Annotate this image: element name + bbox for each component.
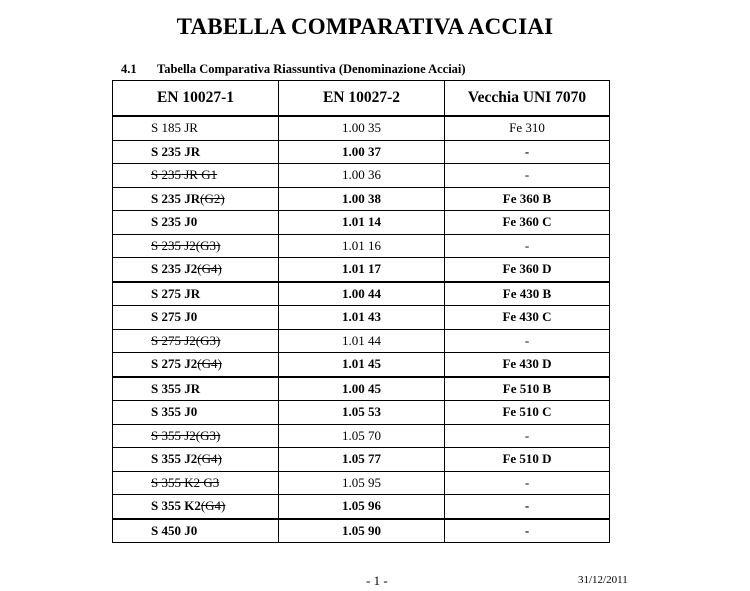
obsolete-suffix: (G4) [200, 498, 226, 514]
section-number: 4.1 [121, 62, 137, 76]
table-row [113, 282, 610, 306]
cell-uni7070: Fe 360 D [445, 258, 610, 282]
footer-date: 31/12/2011 [578, 574, 628, 586]
cell-uni7070: Fe 430 C [445, 306, 610, 330]
cell-en10027-2: 1.01 14 [279, 211, 445, 235]
cell-uni7070: - [445, 471, 610, 495]
table-row [113, 329, 610, 353]
cell-en10027-1 [113, 329, 279, 353]
cell-en10027-2: 1.01 43 [279, 306, 445, 330]
cell-en10027-2: 1.05 77 [279, 448, 445, 472]
cell-en10027-2: 1.05 96 [279, 495, 445, 519]
cell-uni7070: - [445, 424, 610, 448]
section-heading [121, 62, 466, 77]
designation-text: S 275 J0 [151, 309, 198, 325]
cell-en10027-2: 1.00 44 [279, 282, 445, 306]
cell-en10027-1 [113, 471, 279, 495]
cell-en10027-1 [113, 234, 279, 258]
cell-en10027-2: 1.01 45 [279, 353, 445, 377]
cell-en10027-1 [113, 258, 279, 282]
designation-text: S 275 J2(G3) [151, 332, 221, 348]
cell-en10027-2: 1.05 90 [279, 519, 445, 543]
cell-uni7070: Fe 310 [445, 116, 610, 140]
cell-en10027-1 [113, 306, 279, 330]
table-row [113, 519, 610, 543]
cell-en10027-1 [113, 211, 279, 235]
cell-en10027-1 [113, 448, 279, 472]
designation-text: S 355 J2 [151, 451, 198, 467]
cell-en10027-1 [113, 377, 279, 401]
cell-uni7070: - [445, 164, 610, 188]
designation-text: S 185 JR [151, 120, 198, 136]
document-title: TABELLA COMPARATIVA ACCIAI [176, 14, 554, 39]
cell-uni7070: - [445, 519, 610, 543]
designation-text: S 235 JR [151, 143, 201, 159]
cell-uni7070: Fe 510 C [445, 401, 610, 425]
table-row [113, 140, 610, 164]
cell-en10027-2: 1.00 37 [279, 140, 445, 164]
cell-en10027-1 [113, 140, 279, 164]
cell-en10027-2: 1.05 95 [279, 471, 445, 495]
header-en10027-1: EN 10027-1 [113, 81, 279, 117]
cell-uni7070: Fe 430 D [445, 353, 610, 377]
cell-uni7070: - [445, 329, 610, 353]
cell-en10027-2: 1.00 36 [279, 164, 445, 188]
cell-uni7070: Fe 430 B [445, 282, 610, 306]
table-row [113, 353, 610, 377]
table-row [113, 234, 610, 258]
table-row [113, 377, 610, 401]
designation-text: S 235 J2 [151, 261, 198, 277]
table-row [113, 471, 610, 495]
cell-en10027-1 [113, 519, 279, 543]
table-row [113, 401, 610, 425]
cell-uni7070: - [445, 495, 610, 519]
table-row [113, 306, 610, 330]
designation-text: S 235 JR [151, 190, 201, 206]
table-row [113, 187, 610, 211]
steel-comparison-table [112, 80, 610, 543]
table-row [113, 448, 610, 472]
cell-uni7070: Fe 360 B [445, 187, 610, 211]
table-row [113, 211, 610, 235]
designation-text: S 355 J2(G3) [151, 427, 221, 443]
header-uni7070: Vecchia UNI 7070 [445, 81, 610, 117]
table-row [113, 424, 610, 448]
section-title: Tabella Comparativa Riassuntiva (Denominazione Acciai) [157, 62, 466, 76]
cell-uni7070: Fe 360 C [445, 211, 610, 235]
table-row [113, 164, 610, 188]
cell-en10027-1 [113, 353, 279, 377]
designation-text: S 355 K2 G3 [151, 474, 220, 490]
cell-en10027-1 [113, 401, 279, 425]
cell-en10027-2: 1.05 70 [279, 424, 445, 448]
cell-en10027-2: 1.00 35 [279, 116, 445, 140]
obsolete-suffix: (G4) [197, 451, 222, 467]
cell-uni7070: Fe 510 D [445, 448, 610, 472]
designation-text: S 450 J0 [151, 522, 198, 538]
cell-en10027-1 [113, 424, 279, 448]
cell-en10027-1 [113, 495, 279, 519]
cell-en10027-1 [113, 116, 279, 140]
table-row [113, 495, 610, 519]
table-row [113, 116, 610, 140]
designation-text: S 355 J0 [151, 404, 198, 420]
obsolete-suffix: (G4) [197, 261, 222, 277]
cell-en10027-2: 1.00 38 [279, 187, 445, 211]
obsolete-suffix: (G4) [197, 356, 222, 372]
designation-text: S 355 JR [151, 380, 201, 396]
table-header-row [113, 81, 610, 117]
cell-en10027-2: 1.01 44 [279, 329, 445, 353]
designation-text: S 235 J2(G3) [151, 237, 221, 253]
designation-text: S 235 J0 [151, 214, 198, 230]
cell-en10027-2: 1.05 53 [279, 401, 445, 425]
designation-text: S 275 J2 [151, 356, 198, 372]
cell-uni7070: - [445, 234, 610, 258]
cell-uni7070: Fe 510 B [445, 377, 610, 401]
page-number: - 1 - [366, 573, 388, 588]
cell-en10027-1 [113, 164, 279, 188]
cell-uni7070: - [445, 140, 610, 164]
cell-en10027-2: 1.01 17 [279, 258, 445, 282]
designation-text: S 355 K2 [151, 498, 201, 514]
cell-en10027-2: 1.00 45 [279, 377, 445, 401]
cell-en10027-2: 1.01 16 [279, 234, 445, 258]
cell-en10027-1 [113, 282, 279, 306]
obsolete-suffix: (G2) [200, 190, 225, 206]
designation-text: S 275 JR [151, 285, 201, 301]
table-row [113, 258, 610, 282]
header-en10027-2: EN 10027-2 [279, 81, 445, 117]
designation-text: S 235 JR G1 [151, 167, 218, 183]
cell-en10027-1 [113, 187, 279, 211]
